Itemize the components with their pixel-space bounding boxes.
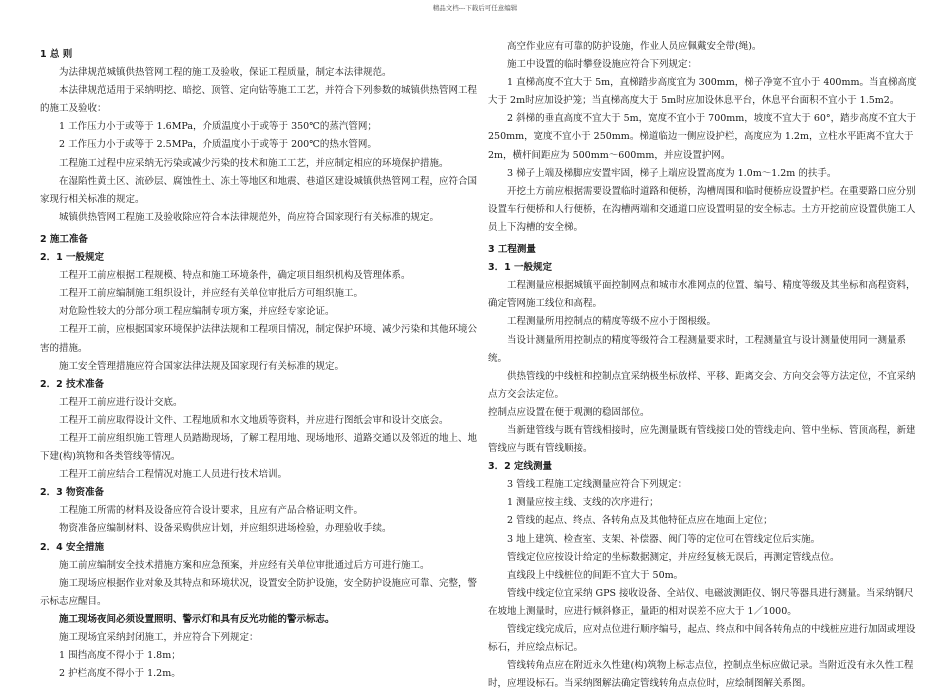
paragraph: 2 护栏高度不得小于 1.2m。 [59,668,181,680]
paragraph: 工程测量所用控制点的精度等级不应小于图根级。 [507,316,717,328]
paragraph: 施工现场应根据作业对象及其特点和环境状况，设置安全防护设施，安全防护设施应可靠、完整，警示标志应醒目。 [40,577,478,607]
paragraph: 3 梯子上端及梯脚应安置牢固，梯子上端应设置高度为 1.0m～1.2m 的扶手。 [507,167,837,179]
paragraph: 管线定线完成后，应对点位进行顺序编号，起点、终点和中间各转角点的中线桩应进行加固或埋设标石，并应绘点标记。 [488,624,916,654]
paragraph: 2 斜梯的垂直高度不宜大于 5m，宽度不宜小于 700mm，坡度不宜大于 60°，踏步高度不宜大于 250mm，宽度不宜小于 250mm。梯道临边一侧应设护栏，高度应为 1.2m，立柱水平距离不宜大于 2m，横杆间距应为 500mm～600mm，并应设置护网。 [488,113,917,161]
paragraph: 当设计测量所用控制点的精度等级符合工程测量要求时，工程测量宜与设计测量使用同一测量系统。 [488,334,907,364]
paragraph: 3 地上建筑、检查室、支架、补偿器、阀门等的定位可在管线定位后实施。 [507,533,821,545]
paragraph: 1 测量应按主线、支线的次序进行； [507,497,659,509]
paragraph: 工程开工前应取得设计文件、工程地质和水文地质等资料，并应进行图纸会审和设计交底会。 [59,414,449,426]
section-heading: 2．2 技术准备 [40,378,105,390]
paragraph: 直线段上中线桩位的间距不宜大于 50m。 [507,569,684,581]
paragraph: 城镇供热管网工程施工及验收除应符合本法律规范外，尚应符合国家现行有关标准的规定。 [59,211,440,223]
paragraph: 施工前应编制安全技术措施方案和应急预案，并应经有关单位审批通过后方可进行施工。 [59,559,430,571]
paragraph: 工程施工过程中应采纳无污染或减少污染的技术和施工工艺，并应制定相应的环境保护措施。 [59,157,449,169]
paragraph: 工程开工前应组织施工管理人员踏勘现场，了解工程用地、现场地形、道路交通以及邻近的地上、地下建(构)筑物和各类管线等情况。 [40,432,478,463]
paragraph: 物资准备应编制材料、设备采购供应计划，并应组织进场检验，办理验收手续。 [59,523,392,535]
section-heading: 3 工程测量 [488,244,536,256]
paragraph: 1 围挡高度不得小于 1.8m； [59,650,181,662]
paragraph: 施工中设置的临时攀登设施应符合下列规定： [507,59,698,71]
paragraph: 工程开工前应进行设计交底。 [59,396,183,408]
right-column [488,38,920,693]
paragraph: 管线转角点应在附近永久性建(构)筑物上标志点位，控制点坐标应做记录。当附近没有永久性工程时，应埋设标石。当采纳图解法确定管线转角点点位时，应绘制图解关系图。 [488,660,914,690]
paragraph: 开挖土方前应根据需要设置临时道路和便桥，沟槽周围和临时便桥应设置护栏。在重要路口应分别设置车行便桥和人行便桥，在沟槽两端和交通道口应设置明显的安全标志。土方开挖前应设置供施工人员上下沟槽的安全梯。 [488,185,916,233]
paragraph: 工程开工前应结合工程情况对施工人员进行技术培训。 [59,469,288,481]
section-heading: 2 施工准备 [40,233,88,245]
paragraph: 为法律规范城镇供热管网工程的施工及验收，保证工程质量，制定本法律规范。 [59,67,392,79]
paragraph: 工程开工前，应根据国家环境保护法律法规和工程项目情况，制定保护环境、减少污染和其他环境公害的措施。 [40,324,478,354]
paragraph: 管线定位应按设计给定的坐标数据测定，并应经复核无误后，再测定管线点位。 [507,551,840,563]
paragraph: 1 工作压力小于或等于 1.6MPa，介质温度小于或等于 350℃的蒸汽管网； [59,121,377,133]
paragraph: 2 管线的起点、终点、各转角点及其他特征点应在地面上定位； [507,515,773,527]
section-heading: 2．1 一般规定 [40,252,105,264]
paragraph: 管线中线定位宜采纳 GPS 接收设备、全站仪、电磁波测距仪、钢尺等器具进行测量。当采纳钢尺在坡地上测量时，应进行倾斜修正，量距的相对误差不应大于 1／1000。 [488,587,914,617]
paragraph: 施工安全管理措施应符合国家法律法规及国家现行有关标准的规定。 [59,360,345,372]
paragraph: 工程施工所需的材料及设备应符合设计要求，且应有产品合格证明文件。 [59,505,364,517]
section-heading: 1 总 则 [40,49,73,60]
paragraph: 3 管线工程施工定线测量应符合下列规定： [507,479,688,491]
paragraph: 控制点应设置在便于观测的稳固部位。 [488,406,650,418]
paragraph: 高空作业应有可靠的防护设施，作业人员应佩戴安全带(绳)。 [507,41,762,52]
paragraph: 1 直梯高度不宜大于 5m，直梯踏步高度宜为 300mm，梯子净宽不宜小于 400mm。当直梯高度大于 2m时应加设护笼；当直梯高度大于 5m时应加设休息平台，休息平台面积不宜小于 1.5m2。 [488,77,917,107]
paragraph: 施工现场宜采纳封闭施工，并应符合下列规定： [59,632,259,643]
paragraph: 工程测量应根据城镇平面控制网点和城市水准网点的位置、编号、精度等级及其坐标和高程资料，确定管网施工线位和高程。 [488,280,916,310]
section-heading: 2．4 安全措施 [40,541,105,553]
bold-paragraph: 施工现场夜间必须设置照明、警示灯和具有反光功能的警示标志。 [59,613,335,625]
paragraph: 对危险性较大的分部分项工程应编制专项方案，并应经专家论证。 [59,306,335,318]
left-column [40,46,480,683]
paragraph: 当新建管线与既有管线相接时，应先测量既有管线接口处的管线走向、管中坐标、管顶高程，新建管线应与既有管线顺接。 [488,424,916,455]
paragraph: 工程开工前应编制施工组织设计，并应经有关单位审批后方可组织施工。 [59,288,364,300]
section-heading: 3．2 定线测量 [488,461,553,473]
header-note: 精品文档---下载后可任意编辑 [432,4,518,12]
section-heading: 2．3 物资准备 [40,487,105,499]
paragraph: 2 工作压力小于或等于 2.5MPa，介质温度小于或等于 200℃的热水管网。 [59,139,377,151]
paragraph: 在湿陷性黄土区、流砂层、腐蚀性土、冻土等地区和地震、巷道区建设城镇供热管网工程，应符合国家现行相关标准的规定。 [40,175,478,205]
section-heading: 3．1 一般规定 [488,262,553,274]
paragraph: 本法律规范适用于采纳明挖、暗挖、顶管、定向钻等施工工艺，并符合下列参数的城镇供热管网工程的施工及验收： [40,85,478,115]
paragraph: 工程开工前应根据工程规模、特点和施工环境条件，确定项目组织机构及管理体系。 [59,270,411,282]
paragraph: 供热管线的中线桩和控制点宜采纳极坐标放样、平移、距离交会、方向交会等方法定位，不宜采纳点方交会法定位。 [488,370,916,400]
